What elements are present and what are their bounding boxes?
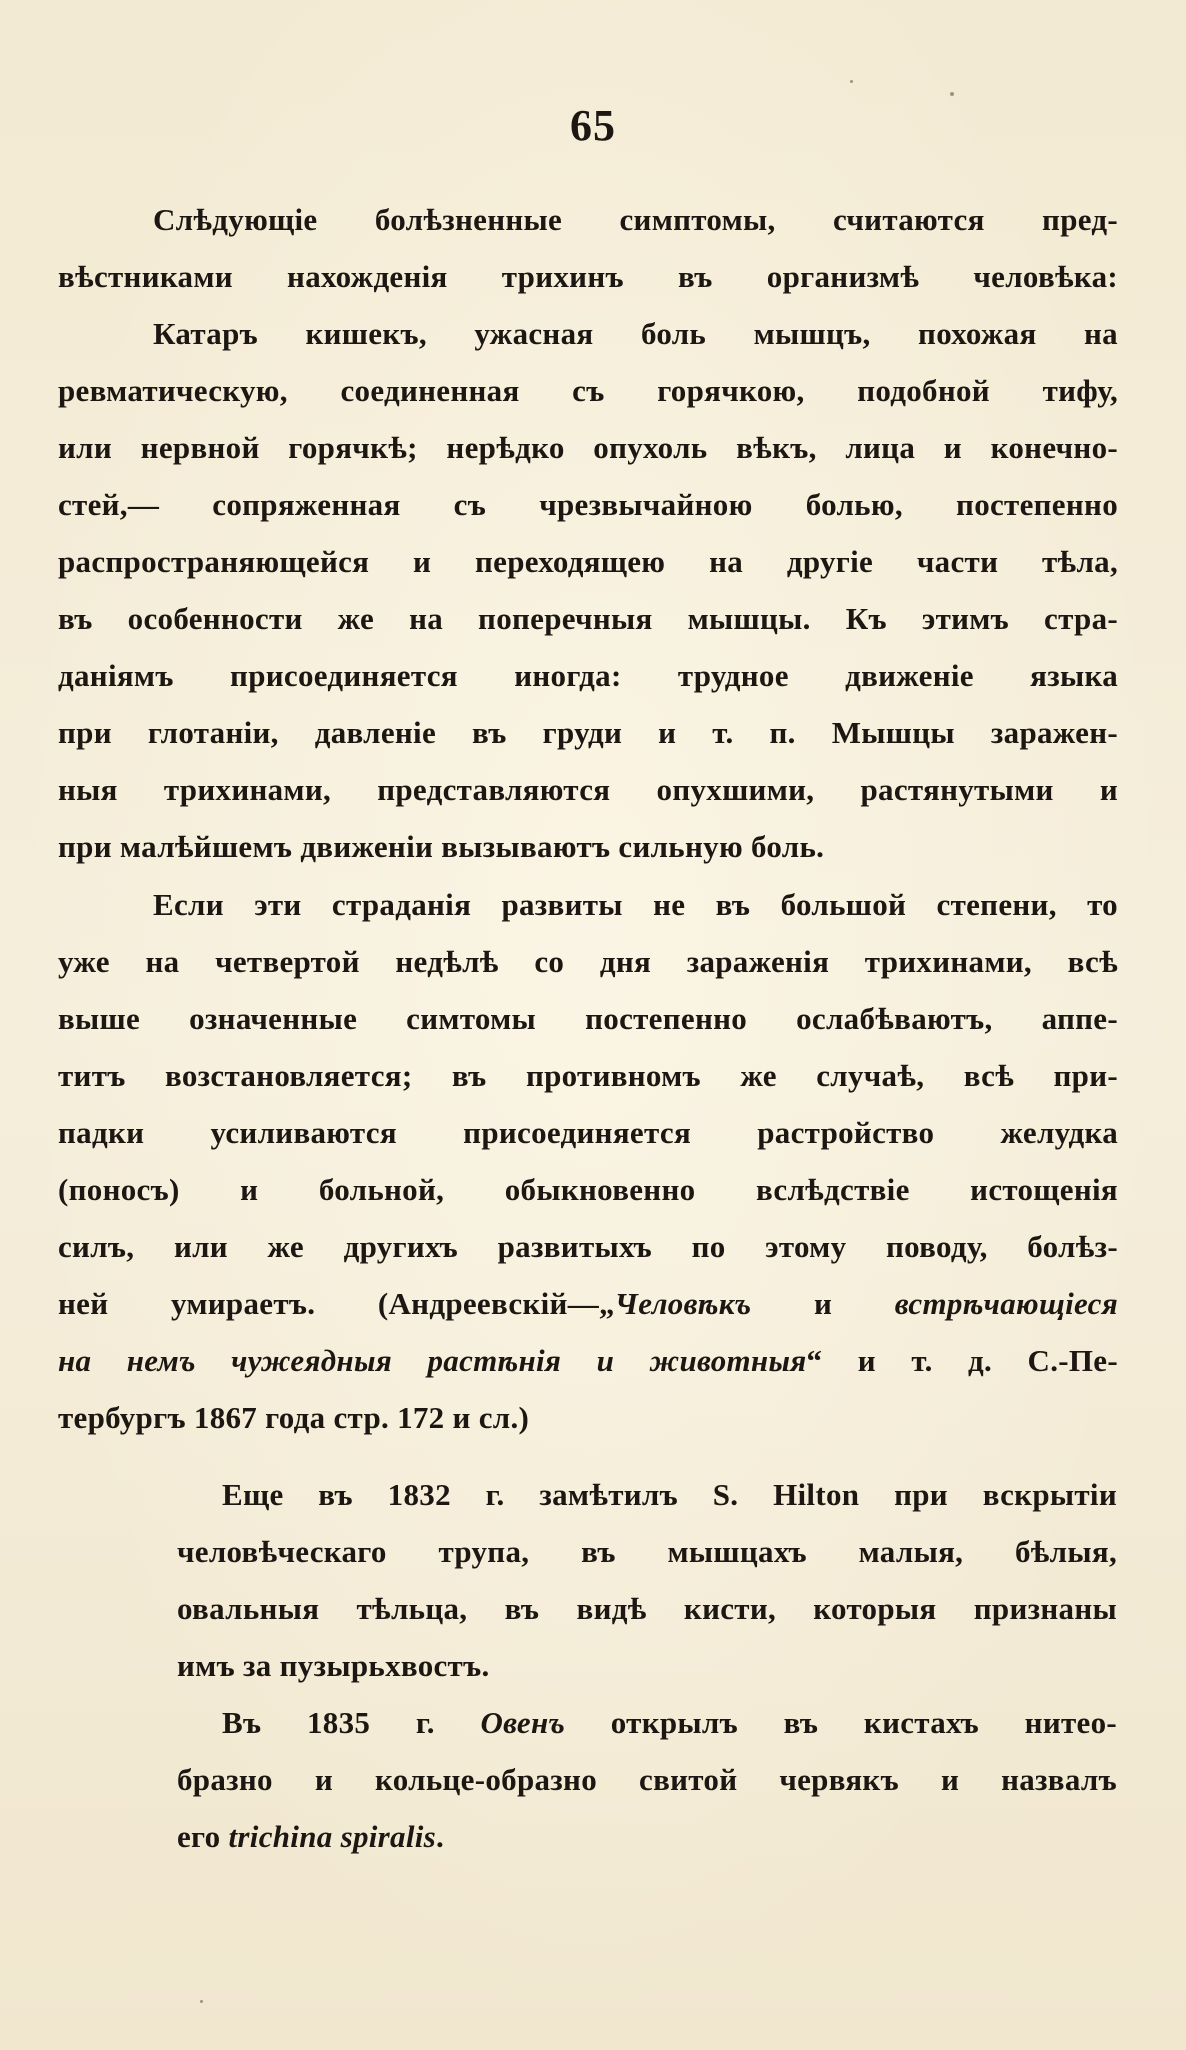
citation-end: “ и т. д. С.-Пе- bbox=[806, 1343, 1118, 1378]
text-line: Еще въ 1832 г. замѣтилъ S. Hilton при вскрытіи bbox=[222, 1477, 1117, 1512]
text-line-with-citation bbox=[58, 1284, 1118, 1324]
species-name-italic: trichina spiralis bbox=[228, 1819, 437, 1854]
text-line: падки усиливаются присоединяется растройство желудка bbox=[58, 1115, 1118, 1150]
citation-start: ней умираетъ. (Андреевскій—„ bbox=[58, 1286, 615, 1321]
citation-title-italic: Человѣкъ bbox=[614, 1286, 752, 1321]
text-line: въ особенности же на поперечныя мышцы. Къ этимъ стра- bbox=[58, 601, 1118, 636]
text-line: Катаръ кишекъ, ужасная боль мышцъ, похожая на bbox=[153, 316, 1118, 351]
text-line: выше означенные симтомы постепенно ослабѣваютъ, аппе- bbox=[58, 1001, 1118, 1036]
text-line bbox=[177, 1817, 1117, 1857]
citation-title-italic: на немъ чужеядныя растѣнія и животныя bbox=[58, 1343, 807, 1378]
text-line-with-citation bbox=[58, 1341, 1118, 1381]
text-line: даніямъ присоединяется иногда: трудное движеніе языка bbox=[58, 658, 1118, 693]
text-line: тербургъ 1867 года стр. 172 и сл.) bbox=[58, 1400, 530, 1435]
paper-speck bbox=[850, 80, 853, 83]
text-line: имъ за пузырьхвостъ. bbox=[177, 1648, 490, 1683]
text-line: силъ, или же другихъ развитыхъ по этому поводу, болѣз- bbox=[58, 1229, 1118, 1264]
text-line: уже на четвертой недѣлѣ со дня зараженія трихинами, всѣ bbox=[58, 944, 1118, 979]
text-line: ревматическую, соединенная съ горячкою, подобной тифу, bbox=[58, 373, 1118, 408]
paper-speck bbox=[950, 92, 954, 96]
text-line: (поносъ) и больной, обыкновенно вслѣдствіе истощенія bbox=[58, 1172, 1118, 1207]
paper-speck bbox=[200, 2000, 203, 2003]
text-line: овальныя тѣльца, въ видѣ кисти, которыя признаны bbox=[177, 1591, 1117, 1626]
text-span: Въ 1835 г. bbox=[222, 1705, 481, 1740]
text-line: бразно и кольце-образно свитой червякъ и назвалъ bbox=[177, 1762, 1117, 1797]
text-span: . bbox=[436, 1819, 445, 1854]
text-line: при глотаніи, давленіе въ груди и т. п. Мышцы заражен- bbox=[58, 715, 1118, 750]
text-line: Слѣдующіе болѣзненные симптомы, считаются пред- bbox=[153, 202, 1118, 237]
text-span: открылъ въ кистахъ нитео- bbox=[565, 1705, 1117, 1740]
citation-title-italic: встрѣчающіеся bbox=[894, 1286, 1118, 1321]
text-line: при малѣйшемъ движеніи вызываютъ сильную боль. bbox=[58, 829, 825, 864]
text-span: его bbox=[177, 1819, 229, 1854]
text-line: стей,— сопряженная съ чрезвычайною болью, постепенно bbox=[58, 487, 1118, 522]
citation-mid: и bbox=[751, 1286, 895, 1321]
text-line: человѣческаго трупа, въ мышцахъ малыя, бѣлыя, bbox=[177, 1534, 1117, 1569]
text-line: распространяющейся и переходящею на другіе части тѣла, bbox=[58, 544, 1118, 579]
text-line: Если эти страданія развиты не въ большой степени, то bbox=[153, 887, 1118, 922]
text-line: титъ возстановляется; въ противномъ же случаѣ, всѣ при- bbox=[58, 1058, 1118, 1093]
text-line: или нервной горячкѣ; нерѣдко опухоль вѣкъ, лица и конечно- bbox=[58, 430, 1118, 465]
text-line: ныя трихинами, представляются опухшими, растянутыми и bbox=[58, 772, 1118, 807]
author-name-italic: Овенъ bbox=[480, 1705, 566, 1740]
page-number: 65 bbox=[570, 101, 616, 150]
text-line bbox=[222, 1703, 1117, 1743]
text-line: вѣстниками нахожденія трихинъ въ организмѣ человѣка: bbox=[58, 259, 1118, 294]
